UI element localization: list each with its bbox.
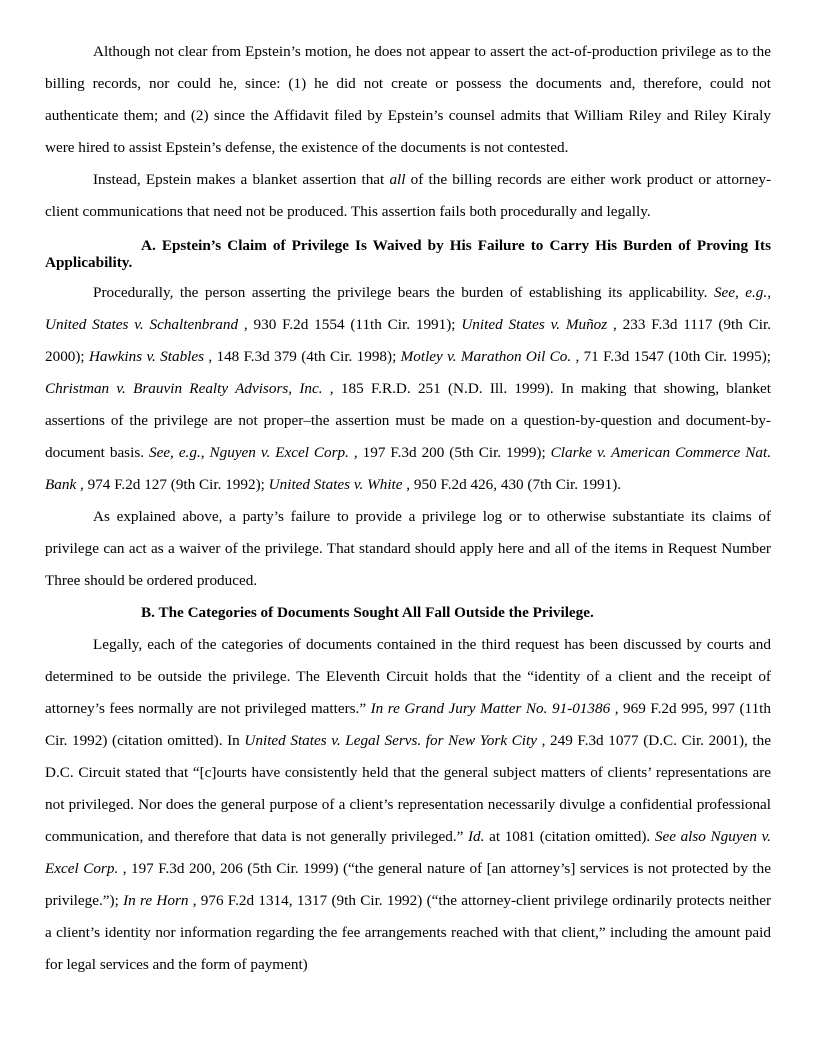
text-run: Procedurally, the person asserting the privilege bears the burden of establishing its applicability. [93, 284, 714, 301]
text-run: , 974 F.2d 127 (9th Cir. 1992); [76, 476, 269, 493]
text-run: Instead, Epstein makes a blanket assertion that [93, 171, 390, 188]
paragraph-act-of-production: Although not clear from Epstein’s motion, he does not appear to assert the act-of-production privilege as to the billing records, nor could he, since: (1) he did not create or possess the documents and, therefore, could not authenticate them; and (2) since the Affidavit filed by Epstein’s counsel admits that William Riley and Riley Kiraly were hired to assist Epstein’s defense, the existence of the documents is not contested. [45, 43, 771, 156]
text-run: at 1081 (citation omitted). [484, 828, 655, 845]
emphasis-text: all [389, 171, 406, 188]
case-citation: United States v. Legal Servs. for New York City [244, 732, 537, 749]
text-run: , 950 F.2d 426, 430 (7th Cir. 1991). [402, 476, 622, 493]
text-run: Legally, each of the categories of documents contained in the third request has been discussed by courts and determined to be outside the privilege. The Eleventh Circuit holds that the “identity of a client and the receipt of attorney’s fees normally are not privileged matters.” [45, 636, 771, 717]
text-run: , 197 F.3d 200 (5th Cir. 1999); [348, 444, 551, 461]
text-run: , 185 F.R.D. 251 (N.D. Ill. 1999). In making that showing, blanket assertions of the privilege are not proper–the assertion must be made on a question-by-question and document-by-document basis. [45, 380, 772, 461]
case-citation: See also Nguyen v. Excel Corp. [45, 828, 771, 877]
paragraph-blanket-assertion [45, 164, 771, 228]
case-citation: In re Grand Jury Matter No. 91-01386 [370, 700, 611, 717]
text-run: of the billing records are either work product or attorney-client communications that need not be produced. This assertion fails both procedurally and legally. [45, 171, 772, 220]
text-run: , 249 F.3d 1077 (D.C. Cir. 2001), the D.C. Circuit stated that “[c]ourts have consistently held that the general subject matters of clients’ representations are not privileged. Nor does the general purpose of a client’s representation necessarily divulge a confidential professional communication, and therefore that data is not generally privileged.” [45, 732, 771, 845]
case-citation: Christman v. Brauvin Realty Advisors, Inc. [45, 380, 323, 397]
case-citation: See, e.g., Nguyen v. Excel Corp. [148, 444, 349, 461]
document-page [45, 36, 771, 981]
paragraph-categories-outside-privilege [45, 629, 771, 981]
case-citation: Clarke v. American Commerce Nat. Bank [45, 444, 771, 493]
text-run: , 930 F.2d 1554 (11th Cir. 1991); [238, 316, 462, 333]
text-run: , 71 F.3d 1547 (10th Cir. 1995); [571, 348, 771, 365]
paragraph-burden-of-proof [45, 277, 771, 501]
case-citation: United States v. Muñoz [461, 316, 608, 333]
case-citation: Id. [468, 828, 485, 845]
case-citation: See, e.g., United States v. Schaltenbrand [45, 284, 771, 333]
case-citation: Hawkins v. Stables [88, 348, 205, 365]
section-heading-a: A. Epstein’s Claim of Privilege Is Waived by His Failure to Carry His Burden of Proving Its Applicability. [45, 237, 771, 271]
text-run: , 148 F.3d 379 (4th Cir. 1998); [204, 348, 401, 365]
section-heading-b: B. The Categories of Documents Sought All Fall Outside the Privilege. [141, 604, 594, 621]
paragraph-privilege-log-waiver: As explained above, a party’s failure to provide a privilege log or to otherwise substantiate its claims of privilege can act as a waiver of the privilege. That standard should apply here and all of the items in Request Number Three should be ordered produced. [45, 508, 771, 589]
case-citation: In re Horn [123, 892, 189, 909]
text-run: , 976 F.2d 1314, 1317 (9th Cir. 1992) (“the attorney-client privilege ordinarily protects neither a client’s identity nor information regarding the fee arrangements reached with that client,” including the amount paid for legal services and the form of payment) [45, 892, 771, 973]
text-run: , 233 F.3d 1117 (9th Cir. 2000); [45, 316, 771, 365]
text-run: , 197 F.3d 200, 206 (5th Cir. 1999) (“the general nature of [an attorney’s] services is not protected by the privilege.”); [45, 860, 771, 909]
case-citation: United States v. White [268, 476, 403, 493]
text-run: , 969 F.2d 995, 997 (11th Cir. 1992) (citation omitted). In [45, 700, 771, 749]
case-citation: Motley v. Marathon Oil Co. [400, 348, 572, 365]
